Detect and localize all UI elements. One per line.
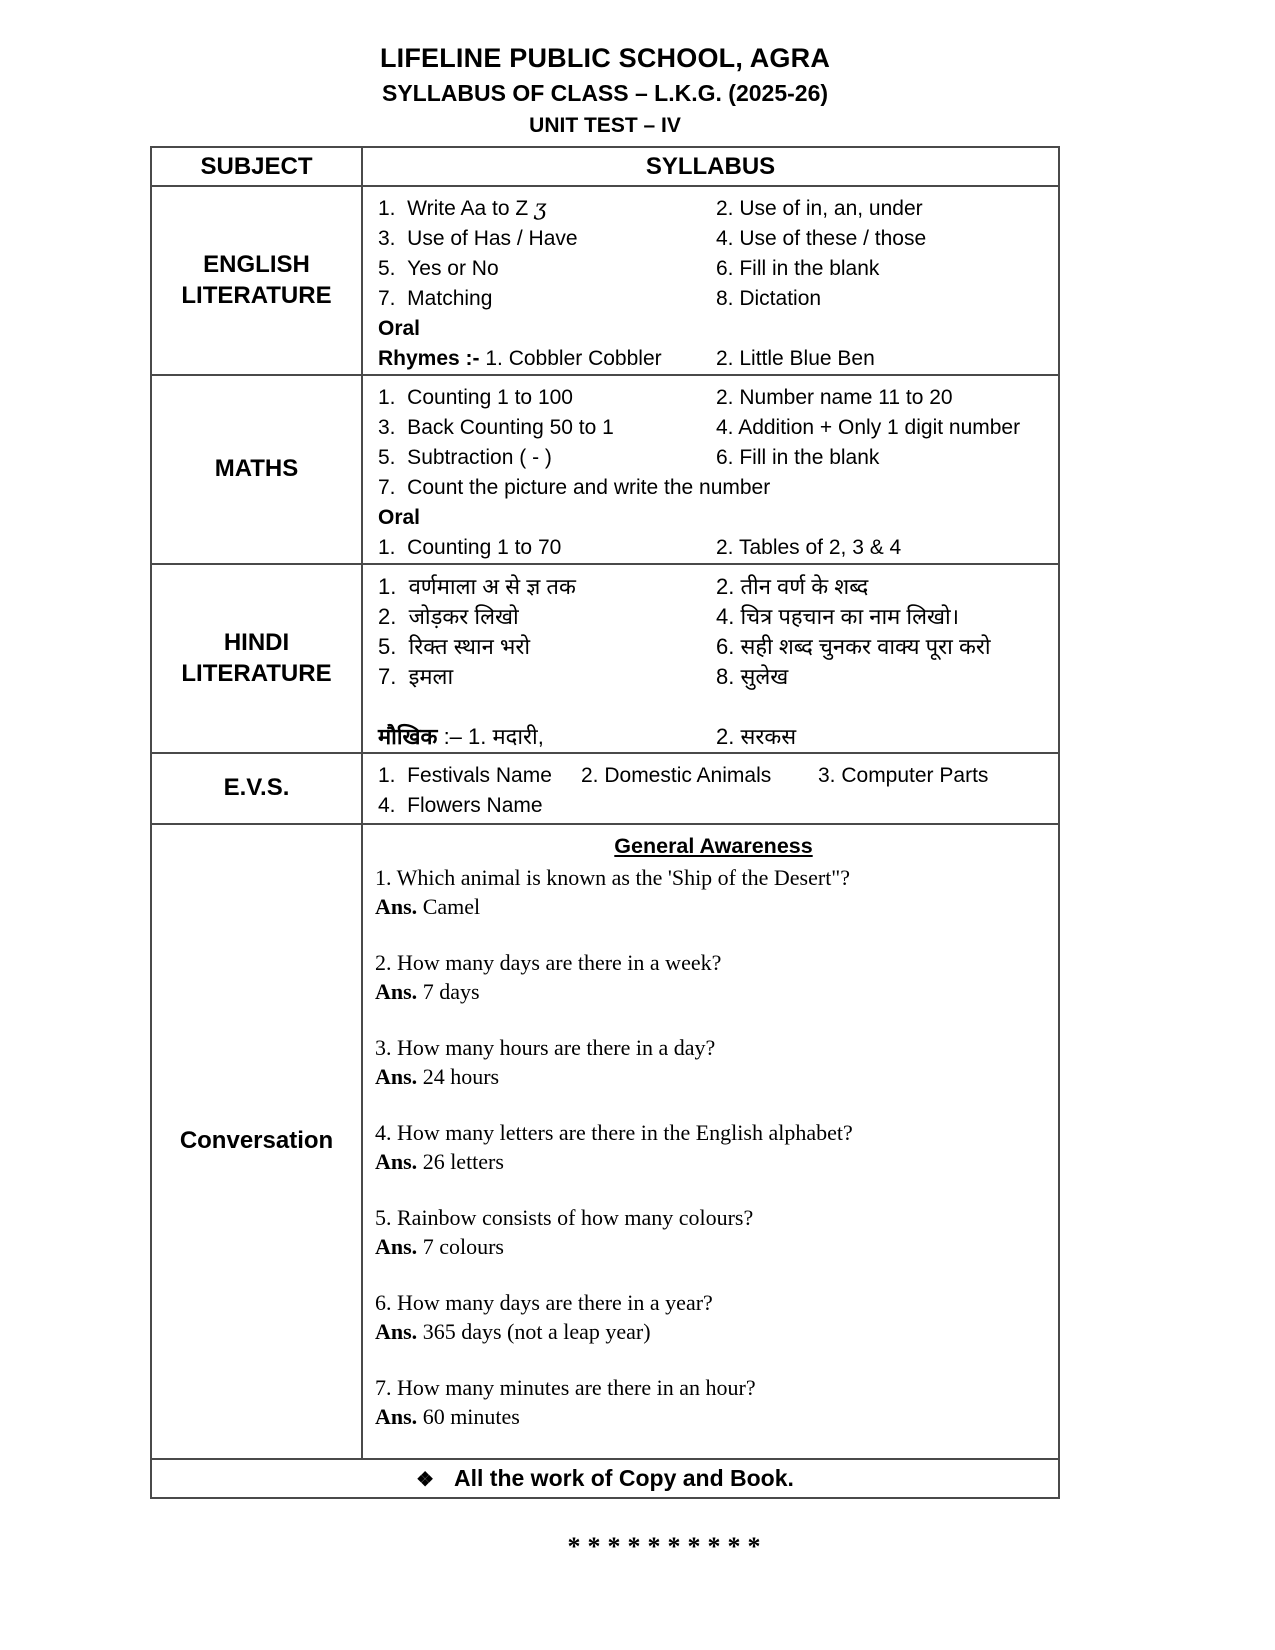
syllabus-item: 1. Festivals Name [378, 764, 552, 787]
answer-label: Ans. [375, 1404, 418, 1429]
answer-label: Ans. [375, 1319, 418, 1344]
syllabus-line [378, 254, 1054, 284]
qa-block [375, 1118, 1052, 1176]
oral-line [378, 722, 1054, 752]
answer-label: Ans. [375, 1234, 418, 1259]
syllabus-item: 1. Counting 1 to 70 [378, 536, 562, 559]
syllabus-item: 8. सुलेख [716, 664, 789, 689]
syllabus-item: 4. Use of these / those [716, 227, 927, 250]
column-header-subject: SUBJECT [151, 147, 362, 186]
syllabus-item: 2. जोड़कर लिखो [378, 604, 519, 629]
answer [375, 1232, 1052, 1261]
answer-label: Ans. [375, 1149, 418, 1174]
qa-block [375, 948, 1052, 1006]
syllabus-item: 2. Domestic Animals [581, 764, 772, 787]
syllabus-item: 4. चित्र पहचान का नाम लिखो। [716, 604, 960, 629]
general-awareness-heading: General Awareness [614, 834, 813, 858]
answer [375, 892, 1052, 921]
qa-block [375, 1373, 1052, 1431]
syllabus-item: 1. Counting 1 to 100 [378, 386, 573, 409]
syllabus-item-text: 1. Write Aa to Z [378, 197, 535, 220]
qa-block [375, 1033, 1052, 1091]
syllabus-maths [362, 375, 1059, 564]
syllabus-item: 5. रिक्त स्थान भरो [378, 634, 531, 659]
syllabus-item: 8. Dictation [716, 287, 822, 310]
syllabus-item: 5. Subtraction ( - ) [378, 446, 552, 469]
subject-maths: MATHS [151, 375, 362, 564]
syllabus-item: 3. Use of Has / Have [378, 227, 578, 250]
subject-hindi-literature: HINDI LITERATURE [151, 564, 362, 753]
answer-text: 7 days [422, 979, 480, 1004]
answer-text: 365 days (not a leap year) [422, 1319, 651, 1344]
general-awareness-section [362, 824, 1059, 1459]
answer-label: Ans. [375, 1064, 418, 1089]
answer [375, 1147, 1052, 1176]
row-evs [151, 753, 1059, 824]
answer-text: 60 minutes [422, 1404, 520, 1429]
syllabus-item: 2. Tables of 2, 3 & 4 [716, 536, 902, 559]
syllabus-item: 7. Count the picture and write the number [378, 476, 771, 499]
qa-block [375, 1203, 1052, 1261]
oral-item: 1. मदारी, [468, 724, 544, 749]
syllabus-english-literature [362, 186, 1059, 375]
answer [375, 977, 1052, 1006]
school-name: LIFELINE PUBLIC SCHOOL, AGRA [379, 43, 831, 73]
syllabus-line [378, 443, 1054, 473]
oral-item: 2. सरकस [716, 724, 797, 749]
syllabus-item: 7. इमला [378, 664, 454, 689]
cursive-z-glyph: ʒ [534, 196, 547, 221]
end-of-document-asterisks: ********** [567, 1532, 768, 1561]
diamond-icon: ❖ [416, 1469, 435, 1491]
row-english-literature [151, 186, 1059, 375]
syllabus-class-title: SYLLABUS OF CLASS – L.K.G. (2025-26) [381, 80, 829, 106]
footer-note [151, 1459, 1059, 1498]
row-maths [151, 375, 1059, 564]
subject-evs: E.V.S. [151, 753, 362, 824]
answer [375, 1402, 1052, 1431]
syllabus-line [378, 413, 1054, 443]
syllabus-item: 3. Computer Parts [818, 764, 989, 787]
syllabus-item [378, 194, 716, 224]
oral-separator: :– [437, 724, 469, 749]
oral-left [378, 722, 716, 752]
syllabus-line [378, 383, 1054, 413]
syllabus-line [378, 632, 1054, 662]
syllabus-item: 4. Flowers Name [378, 794, 543, 817]
footer-note-row [151, 1459, 1059, 1498]
syllabus-item: 2. Number name 11 to 20 [716, 386, 953, 409]
answer-text: 24 hours [422, 1064, 500, 1089]
row-conversation [151, 824, 1059, 1459]
syllabus-line [378, 761, 1054, 791]
qa-block [375, 863, 1052, 921]
question: 6. How many days are there in a year? [375, 1290, 713, 1315]
qa-block [375, 1288, 1052, 1346]
syllabus-evs [362, 753, 1059, 824]
subject-conversation: Conversation [151, 824, 362, 1459]
row-hindi-literature [151, 564, 1059, 753]
subject-english-literature: ENGLISH LITERATURE [151, 186, 362, 375]
question: 5. Rainbow consists of how many colours? [375, 1205, 754, 1230]
syllabus-line [378, 224, 1054, 254]
syllabus-hindi-literature [362, 564, 1059, 753]
answer-label: Ans. [375, 979, 418, 1004]
rhyme-item: 1. Cobbler Cobbler [479, 347, 662, 370]
question: 4. How many letters are there in the English alphabet? [375, 1120, 853, 1145]
spacer [378, 692, 1054, 722]
syllabus-table [150, 146, 1060, 1499]
syllabus-line [378, 194, 1054, 224]
answer-text: 26 letters [422, 1149, 504, 1174]
syllabus-line [378, 284, 1054, 314]
syllabus-item: 2. Use of in, an, under [716, 197, 923, 220]
syllabus-item: 1. वर्णमाला अ से ज्ञ तक [378, 574, 576, 599]
syllabus-item: 2. तीन वर्ण के शब्द [716, 574, 869, 599]
oral-label: Oral [378, 317, 421, 340]
syllabus-line [378, 602, 1054, 632]
syllabus-item: 7. Matching [378, 287, 493, 310]
column-header-syllabus: SYLLABUS [362, 147, 1059, 186]
document-header [150, 40, 1060, 142]
answer [375, 1062, 1052, 1091]
unit-test-title: UNIT TEST – IV [529, 114, 681, 137]
syllabus-item: 5. Yes or No [378, 257, 499, 280]
question: 1. Which animal is known as the 'Ship of the Desert"? [375, 865, 851, 890]
syllabus-item: 4. Addition + Only 1 digit number [716, 416, 1021, 439]
question: 2. How many days are there in a week? [375, 950, 722, 975]
question: 7. How many minutes are there in an hour? [375, 1375, 756, 1400]
syllabus-line [378, 572, 1054, 602]
syllabus-item: 6. Fill in the blank [716, 257, 880, 280]
rhymes-label: Rhymes :- [378, 347, 480, 370]
syllabus-line [378, 533, 1054, 563]
oral-label: Oral [378, 506, 421, 529]
answer-label: Ans. [375, 894, 418, 919]
syllabus-item: 6. Fill in the blank [716, 446, 880, 469]
answer [375, 1317, 1052, 1346]
answer-text: 7 colours [422, 1234, 504, 1259]
rhymes-left [378, 344, 716, 374]
syllabus-item: 6. सही शब्द चुनकर वाक्य पूरा करो [716, 634, 991, 659]
answer-text: Camel [422, 894, 481, 919]
footer-note-text: All the work of Copy and Book. [454, 1465, 794, 1491]
oral-label: मौखिक [378, 724, 438, 749]
rhyme-item: 2. Little Blue Ben [716, 347, 875, 370]
question: 3. How many hours are there in a day? [375, 1035, 716, 1060]
syllabus-line [378, 662, 1054, 692]
table-header-row [151, 147, 1059, 186]
rhymes-line [378, 344, 1054, 374]
syllabus-item: 3. Back Counting 50 to 1 [378, 416, 614, 439]
